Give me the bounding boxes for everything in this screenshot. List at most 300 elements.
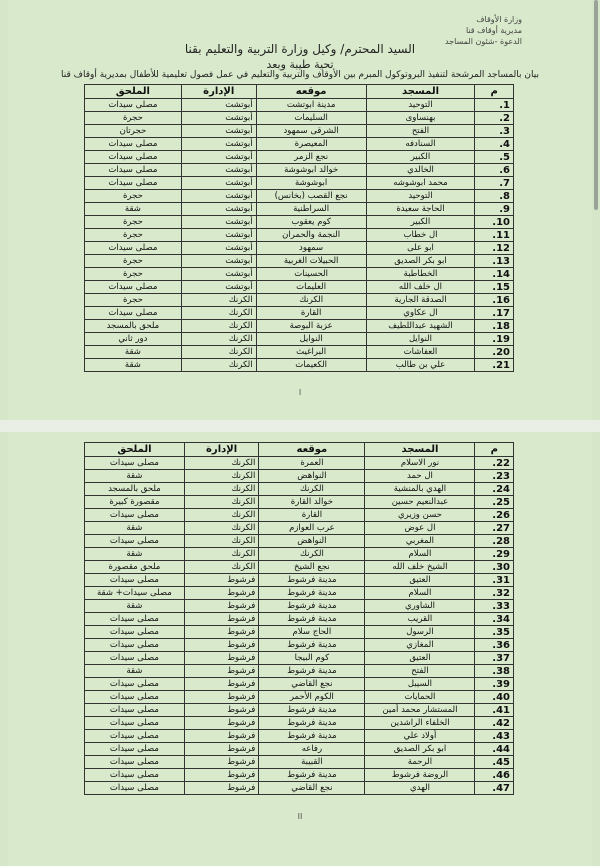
cell-mosque: ال عوض (365, 522, 475, 535)
cell-annex: مصلى سيدات (85, 756, 185, 769)
table-row (85, 99, 514, 112)
cell-mosque: الشهيد عبداللطيف (366, 320, 475, 333)
cell-location: النجمة والحمران (256, 229, 366, 242)
cell-location: الكعيمات (256, 359, 366, 372)
table-row (85, 216, 514, 229)
cell-annex: مصلى سيدات (85, 743, 185, 756)
table-row (85, 509, 514, 522)
table-row (85, 782, 514, 795)
cell-location: نجع القصب (بخانس) (256, 190, 366, 203)
ministry-line: مديرية أوقاف قنا (465, 26, 522, 35)
cell-location: عزبة البوصة (256, 320, 366, 333)
cell-num: 10. (475, 216, 514, 229)
cell-num: 26. (475, 509, 514, 522)
cell-location: مدينة فرشوط (259, 587, 365, 600)
cell-location: مدينة فرشوط (259, 600, 365, 613)
cell-location: المعيصرة (256, 138, 366, 151)
cell-annex: مصلى سيدات+ شقة (85, 587, 185, 600)
cell-admin: الكرنك (181, 359, 256, 372)
cell-admin: أبوتشت (181, 151, 256, 164)
cell-admin: فرشوط (184, 769, 259, 782)
cell-admin: الكرنك (184, 535, 259, 548)
cell-admin: أبوتشت (181, 112, 256, 125)
greeting: تحية طيبة وبعد (266, 58, 334, 71)
cell-admin: فرشوط (184, 665, 259, 678)
cell-annex: حجرة (85, 255, 182, 268)
table-row (85, 190, 514, 203)
cell-annex: حجرة (85, 294, 182, 307)
cell-num: 15. (475, 281, 514, 294)
cell-location: رفاعه (259, 743, 365, 756)
table-row (85, 346, 514, 359)
cell-mosque: أولاد علي (365, 730, 475, 743)
table-row (85, 691, 514, 704)
cell-location: القبيبة (259, 756, 365, 769)
cell-admin: أبوتشت (181, 99, 256, 112)
cell-num: 47. (475, 782, 514, 795)
table-row (85, 626, 514, 639)
cell-annex: ملحق مقصورة (85, 561, 185, 574)
cell-location: العمرة (259, 457, 365, 470)
cell-mosque: ابو بكر الصديق (365, 743, 475, 756)
table-row (85, 496, 514, 509)
cell-admin: أبوتشت (181, 203, 256, 216)
cell-mosque: الرحمة (365, 756, 475, 769)
cell-admin: فرشوط (184, 756, 259, 769)
cell-num: 6. (475, 164, 514, 177)
cell-num: 39. (475, 678, 514, 691)
cell-annex: مصلى سيدات (85, 164, 182, 177)
header-admin: الإدارة (181, 85, 256, 99)
table-row (85, 255, 514, 268)
cell-location: كوم البيجا (259, 652, 365, 665)
cell-admin: فرشوط (184, 613, 259, 626)
cell-location: خوالد القارة (259, 496, 365, 509)
cell-admin: فرشوط (184, 730, 259, 743)
cell-location: مدينة فرشوط (259, 665, 365, 678)
cell-location: السليمات (256, 112, 366, 125)
cell-admin: الكرنك (184, 548, 259, 561)
cell-mosque: علي بن طالب (366, 359, 475, 372)
cell-num: 40. (475, 691, 514, 704)
header-location: موقعه (259, 443, 365, 457)
cell-num: 45. (475, 756, 514, 769)
table-row (85, 177, 514, 190)
cell-location: نجع الزمر (256, 151, 366, 164)
cell-mosque: السيبل (365, 678, 475, 691)
cell-annex: حجرة (85, 216, 182, 229)
cell-location: مدينة فرشوط (259, 613, 365, 626)
cell-admin: أبوتشت (181, 216, 256, 229)
cell-mosque: المغربي (365, 535, 475, 548)
table-row (85, 522, 514, 535)
cell-annex: مقصورة كبيرة (85, 496, 185, 509)
cell-admin: الكرنك (184, 470, 259, 483)
cell-admin: الكرنك (184, 509, 259, 522)
table-row (85, 483, 514, 496)
table-row (85, 333, 514, 346)
cell-num: 29. (475, 548, 514, 561)
cell-num: 8. (475, 190, 514, 203)
scrollbar-thumb[interactable] (594, 0, 598, 210)
table-row (85, 268, 514, 281)
cell-location: نجع الشيخ (259, 561, 365, 574)
table-row (85, 717, 514, 730)
table-body-1 (85, 99, 514, 372)
cell-admin: الكرنك (184, 483, 259, 496)
mosques-table-1 (84, 84, 514, 372)
cell-mosque: الشاوري (365, 600, 475, 613)
cell-num: 22. (475, 457, 514, 470)
cell-admin: فرشوط (184, 743, 259, 756)
table-row (85, 587, 514, 600)
cell-num: 30. (475, 561, 514, 574)
cell-num: 14. (475, 268, 514, 281)
cell-admin: فرشوط (184, 717, 259, 730)
cell-admin: فرشوط (184, 600, 259, 613)
cell-num: 31. (475, 574, 514, 587)
document-page-1 (8, 0, 592, 420)
cell-mosque: التوحيد (366, 190, 475, 203)
table-row (85, 756, 514, 769)
cell-num: 5. (475, 151, 514, 164)
cell-admin: أبوتشت (181, 138, 256, 151)
cell-annex: مصلى سيدات (85, 151, 182, 164)
cell-annex: شقة (85, 600, 185, 613)
cell-admin: الكرنك (181, 333, 256, 346)
cell-admin: الكرنك (181, 307, 256, 320)
cell-mosque: السنادفه (366, 138, 475, 151)
cell-annex: شقة (85, 665, 185, 678)
table-row (85, 704, 514, 717)
cell-location: ابوشوشة (256, 177, 366, 190)
cell-annex: مصلى سيدات (85, 138, 182, 151)
cell-admin: أبوتشت (181, 177, 256, 190)
cell-location: الحبيلات الغربية (256, 255, 366, 268)
cell-annex: مصلى سيدات (85, 535, 185, 548)
cell-location: نجع القاضي (259, 678, 365, 691)
cell-admin: الكرنك (184, 561, 259, 574)
cell-annex: مصلى سيدات (85, 99, 182, 112)
header-location: موقعه (256, 85, 366, 99)
cell-mosque: الشيخ خلف الله (365, 561, 475, 574)
cell-admin: فرشوط (184, 704, 259, 717)
cell-location: السراطنية (256, 203, 366, 216)
cell-admin: فرشوط (184, 691, 259, 704)
cell-num: 19. (475, 333, 514, 346)
statement-title: بيان بالمساجد المرشحة لتنفيذ البروتوكول المبرم بين الأوقاف والتربية والتعليم في عمل فصول تعليمية للأطفال بمديرية أوقاف قنا (61, 70, 539, 80)
cell-annex: ملحق بالمسجد (85, 483, 185, 496)
cell-mosque: نور الاسلام (365, 457, 475, 470)
cell-num: 42. (475, 717, 514, 730)
cell-num: 21. (475, 359, 514, 372)
cell-mosque: الكبير (366, 151, 475, 164)
cell-admin: أبوتشت (181, 268, 256, 281)
cell-location: سمهود (256, 242, 366, 255)
cell-admin: فرشوط (184, 678, 259, 691)
cell-annex: مصلى سيدات (85, 769, 185, 782)
cell-admin: الكرنك (181, 320, 256, 333)
cell-mosque: ال حمد (365, 470, 475, 483)
cell-num: 34. (475, 613, 514, 626)
cell-mosque: الصدقة الجارية (366, 294, 475, 307)
cell-annex: مصلى سيدات (85, 613, 185, 626)
cell-num: 35. (475, 626, 514, 639)
page-gap (0, 420, 600, 432)
header-annex: الملحق (85, 443, 185, 457)
cell-annex: مصلى سيدات (85, 177, 182, 190)
ministry-line: وزارة الأوقاف (476, 15, 522, 24)
cell-mosque: العفاشات (366, 346, 475, 359)
table-body-2 (85, 457, 514, 795)
cell-mosque: ال عكاوي (366, 307, 475, 320)
cell-annex: مصلى سيدات (85, 652, 185, 665)
cell-annex: مصلى سيدات (85, 281, 182, 294)
cell-admin: أبوتشت (181, 281, 256, 294)
cell-location: الكرنك (256, 294, 366, 307)
cell-annex: شقة (85, 470, 185, 483)
cell-location: الكرنك (259, 548, 365, 561)
cell-admin: فرشوط (184, 626, 259, 639)
table-row (85, 535, 514, 548)
cell-num: 3. (475, 125, 514, 138)
header-num: م (475, 443, 514, 457)
cell-location: الحاج سلام (259, 626, 365, 639)
cell-location: مدينة فرشوط (259, 730, 365, 743)
cell-location: مدينة فرشوط (259, 639, 365, 652)
table-row (85, 548, 514, 561)
cell-location: كوم يعقوب (256, 216, 366, 229)
cell-admin: الكرنك (181, 346, 256, 359)
page-number: I (298, 388, 302, 397)
cell-annex: مصلى سيدات (85, 574, 185, 587)
cell-location: العليمات (256, 281, 366, 294)
cell-mosque: السلام (365, 587, 475, 600)
cell-num: 32. (475, 587, 514, 600)
table-row (85, 229, 514, 242)
cell-location: مدينة فرشوط (259, 574, 365, 587)
cell-admin: الكرنك (181, 294, 256, 307)
cell-num: 46. (475, 769, 514, 782)
header-admin: الإدارة (184, 443, 259, 457)
cell-num: 18. (475, 320, 514, 333)
table-row (85, 574, 514, 587)
cell-location: النواهض (259, 470, 365, 483)
cell-mosque: القريب (365, 613, 475, 626)
cell-location: الكرنك (259, 483, 365, 496)
cell-location: الشرقى سمهود (256, 125, 366, 138)
ministry-line: الدعوة -شئون المساجد (444, 37, 522, 46)
cell-num: 20. (475, 346, 514, 359)
cell-admin: أبوتشت (181, 229, 256, 242)
cell-admin: فرشوط (184, 782, 259, 795)
table-row (85, 307, 514, 320)
cell-annex: حجرة (85, 229, 182, 242)
cell-location: النوايل (256, 333, 366, 346)
cell-location: البراغيث (256, 346, 366, 359)
cell-annex: حجرة (85, 190, 182, 203)
cell-annex: مصلى سيدات (85, 717, 185, 730)
cell-num: 43. (475, 730, 514, 743)
cell-annex: مصلى سيدات (85, 678, 185, 691)
cell-mosque: المغازي (365, 639, 475, 652)
cell-annex: شقة (85, 548, 185, 561)
cell-num: 16. (475, 294, 514, 307)
cell-annex: حجرتان (85, 125, 182, 138)
table-row (85, 242, 514, 255)
cell-location: القارة (259, 509, 365, 522)
cell-num: 41. (475, 704, 514, 717)
cell-mosque: الهدي (365, 782, 475, 795)
header-mosque: المسجد (366, 85, 475, 99)
mosques-table-2 (84, 442, 514, 795)
table-row (85, 561, 514, 574)
table-row (85, 600, 514, 613)
table-row (85, 678, 514, 691)
cell-num: 13. (475, 255, 514, 268)
cell-mosque: حسن وزيري (365, 509, 475, 522)
cell-admin: فرشوط (184, 574, 259, 587)
scrollbar[interactable] (594, 0, 598, 866)
cell-annex: مصلى سيدات (85, 704, 185, 717)
cell-num: 38. (475, 665, 514, 678)
cell-mosque: الروضة فرشوط (365, 769, 475, 782)
cell-num: 11. (475, 229, 514, 242)
cell-annex: مصلى سيدات (85, 639, 185, 652)
cell-mosque: بهنساوى (366, 112, 475, 125)
cell-admin: الكرنك (184, 522, 259, 535)
cell-annex: حجرة (85, 268, 182, 281)
cell-mosque: السلام (365, 548, 475, 561)
cell-annex: شقة (85, 359, 182, 372)
table-row (85, 665, 514, 678)
cell-annex: شقة (85, 346, 182, 359)
cell-num: 17. (475, 307, 514, 320)
cell-admin: فرشوط (184, 639, 259, 652)
cell-num: 24. (475, 483, 514, 496)
table-row (85, 359, 514, 372)
document-page-2 (8, 432, 592, 866)
cell-mosque: الرسول (365, 626, 475, 639)
table-row (85, 730, 514, 743)
cell-mosque: محمد ابوشوشه (366, 177, 475, 190)
cell-annex: دور ثاني (85, 333, 182, 346)
cell-annex: مصلى سيدات (85, 242, 182, 255)
table-row (85, 112, 514, 125)
table-header-row (85, 85, 514, 99)
cell-num: 28. (475, 535, 514, 548)
header-num: م (475, 85, 514, 99)
cell-num: 23. (475, 470, 514, 483)
cell-location: مدينة فرشوط (259, 704, 365, 717)
table-row (85, 203, 514, 216)
cell-num: 25. (475, 496, 514, 509)
cell-mosque: الفتح (365, 665, 475, 678)
cell-num: 4. (475, 138, 514, 151)
cell-location: خوالد ابوشوشة (256, 164, 366, 177)
cell-mosque: الحمايات (365, 691, 475, 704)
header-mosque: المسجد (365, 443, 475, 457)
cell-mosque: الخطاطبة (366, 268, 475, 281)
cell-mosque: العتيق (365, 574, 475, 587)
cell-mosque: ال خلف الله (366, 281, 475, 294)
table-row (85, 164, 514, 177)
cell-mosque: عبدالنعيم حسين (365, 496, 475, 509)
cell-num: 12. (475, 242, 514, 255)
table-row (85, 457, 514, 470)
cell-location: الحسينات (256, 268, 366, 281)
table-row (85, 151, 514, 164)
cell-annex: مصلى سيدات (85, 307, 182, 320)
cell-mosque: الخلفاء الراشدين (365, 717, 475, 730)
cell-mosque: ابو بكر الصديق (366, 255, 475, 268)
cell-num: 9. (475, 203, 514, 216)
cell-mosque: الحاجة سعيدة (366, 203, 475, 216)
table-row (85, 125, 514, 138)
cell-annex: شقة (85, 203, 182, 216)
cell-mosque: الخالدي (366, 164, 475, 177)
cell-annex: مصلى سيدات (85, 691, 185, 704)
cell-mosque: الفتح (366, 125, 475, 138)
cell-admin: أبوتشت (181, 190, 256, 203)
cell-admin: الكرنك (184, 496, 259, 509)
cell-annex: مصلى سيدات (85, 509, 185, 522)
cell-location: القارة (256, 307, 366, 320)
table-row (85, 639, 514, 652)
cell-num: 36. (475, 639, 514, 652)
cell-annex: حجرة (85, 112, 182, 125)
table-row (85, 769, 514, 782)
cell-location: الكوم الأحمر (259, 691, 365, 704)
cell-location: نجع القاضي (259, 782, 365, 795)
cell-annex: مصلى سيدات (85, 457, 185, 470)
cell-num: 27. (475, 522, 514, 535)
cell-num: 44. (475, 743, 514, 756)
cell-admin: فرشوط (184, 587, 259, 600)
cell-mosque: المستشار محمد أمين (365, 704, 475, 717)
table-row (85, 470, 514, 483)
table-row (85, 743, 514, 756)
cell-location: مدينة ابوتشت (256, 99, 366, 112)
table-header-row (85, 443, 514, 457)
cell-annex: شقة (85, 522, 185, 535)
cell-mosque: ابو على (366, 242, 475, 255)
cell-admin: فرشوط (184, 652, 259, 665)
cell-mosque: التوحيد (366, 99, 475, 112)
cell-mosque: الكبير (366, 216, 475, 229)
cell-num: 33. (475, 600, 514, 613)
cell-mosque: الهدي بالمنشية (365, 483, 475, 496)
cell-annex: مصلى سيدات (85, 730, 185, 743)
table-row (85, 281, 514, 294)
cell-annex: مصلى سيدات (85, 626, 185, 639)
cell-num: 2. (475, 112, 514, 125)
cell-admin: أبوتشت (181, 255, 256, 268)
table-row (85, 138, 514, 151)
table-row (85, 320, 514, 333)
table-row (85, 294, 514, 307)
cell-admin: أبوتشت (181, 125, 256, 138)
cell-location: مدينة فرشوط (259, 769, 365, 782)
header-annex: الملحق (85, 85, 182, 99)
cell-num: 7. (475, 177, 514, 190)
cell-location: مدينة فرشوط (259, 717, 365, 730)
cell-admin: أبوتشت (181, 164, 256, 177)
cell-mosque: ال خطاب (366, 229, 475, 242)
cell-mosque: العتيق (365, 652, 475, 665)
cell-admin: أبوتشت (181, 242, 256, 255)
cell-annex: ملحق بالمسجد (85, 320, 182, 333)
